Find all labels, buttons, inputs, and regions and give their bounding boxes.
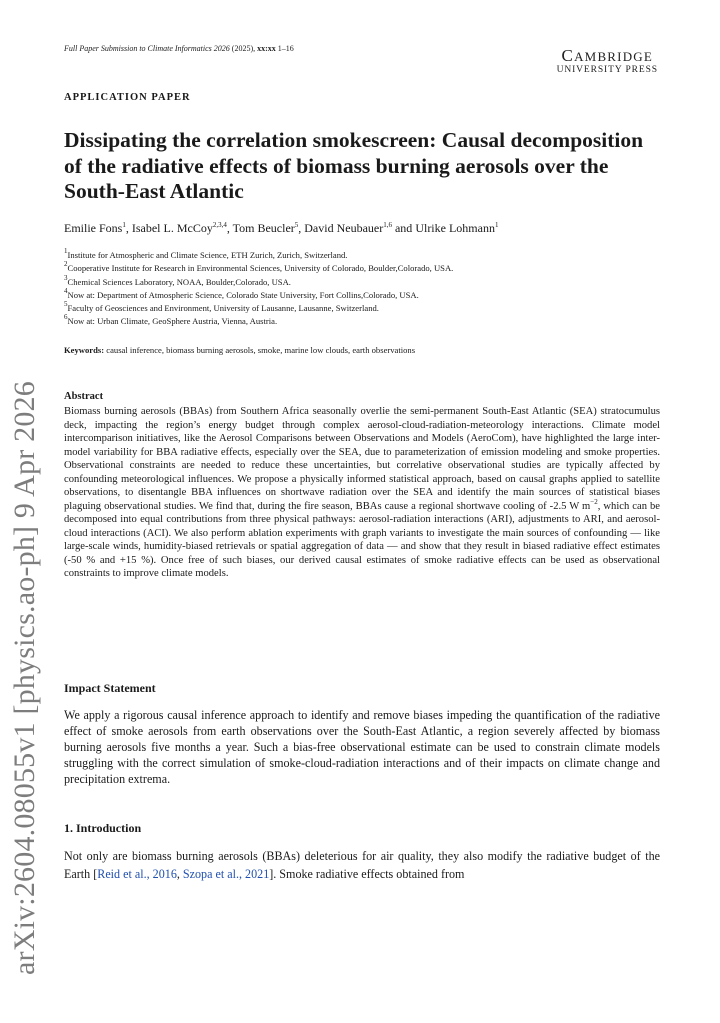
affiliation: $^5$Faculty of Geosciences and Environment, University of Lausanne, Lausanne, Switzerland. — [64, 300, 379, 314]
keywords-text: causal inference, biomass burning aerosols, smoke, marine low clouds, earth observations — [106, 345, 416, 355]
author: Tom Beucler$^5$, — [232, 221, 305, 235]
citation-link[interactable]: Reid et al., 2016 — [97, 867, 177, 881]
abstract-body: Biomass burning aerosols (BBAs) from Southern Africa seasonally overlie the semi-permanent South-East Atlantic (SEA) stratocumulus deck, impacting the region’s energy budget through complex aerosol-cloud-radiation-meteorology interactions. Climate model intercomparison initiatives, like the Aerosol Comparisons between Observations and Models (AeroCom), have highlighted the large inter-model variability for BBA radiative effects, especially over the SEA, due to parameterization of emission modeling and smoke properties. Observational constraints are needed to reduce these uncertainties, but correlative observational studies are typically affected by confounding meteorological influences. We propose a physically informed statistical approach, based on causal graphs applied to satellite observations, to disentangle BBA influences on shortwave radiation over the SEA and identify the main sources of statistical biases plaguing observational studies. We find that, during the fire season, BBAs cause a regional shortwave cooling of -2.5 W $m^{-2}$, which can be decomposed into equal contributions from three physical pathways: aerosol-radiation interactions (ARI), adjustments to ARI, and aerosol-cloud interactions (ACI). We also perform ablation experiments with graph variants to investigate the main sources of confounding — like large-scale winds, humidity-biased retrievals or spatial aggregation of data — and show that they result in biased radiative effect estimates (-50 % and +15 %). Once free of such biases, our derived causal estimates of smoke radiative effects can be used as observational constraints to improve climate models. — [64, 406, 660, 579]
introduction-body: Not only are biomass burning aerosols (BBAs) deleterious for air quality, they also modify the radiative budget of the Earth [Reid et al., 2016, Szopa et al., 2021]. Smoke radiative effects obtained from — [64, 849, 660, 881]
publisher-name: CAMBRIDGE — [561, 46, 654, 65]
affiliation: $^2$Cooperative Institute for Research in Environmental Sciences, University of Colorado, Boulder,Colorado, USA. — [64, 260, 454, 274]
arxiv-identifier: arXiv:2604.08055v1 [physics.ao-ph] 9 Apr 2026 — [8, 381, 41, 975]
journal-header — [64, 44, 294, 53]
page-range: 1–16 — [277, 44, 294, 53]
keywords-label: Keywords: — [64, 345, 105, 355]
journal-name: Full Paper Submission to Climate Informatics 2026 — [64, 44, 230, 53]
unit-exponent: −2 — [590, 497, 598, 506]
impact-body: We apply a rigorous causal inference approach to identify and remove biases impeding the quantification of the radiative effect of smoke aerosols from earth observations over the South-East Atlantic, a region severely affected by biomass burning aerosols five months a year. Such a bias-free observational estimate can be used to constrain climate models struggling with the correct simulation of smoke-cloud-radiation interactions and of their impacts on climate change and precipitation extrema. — [64, 708, 660, 787]
author: David Neubauer$^{1,6}$ and — [304, 221, 416, 235]
author: Isabel L. McCoy$^{2,3,4}$, — [131, 221, 233, 235]
affiliation: $^4$Now at: Department of Atmospheric Science, Colorado State University, Fort Collins,Colorado, USA. — [64, 286, 419, 300]
volume-info: (2025), — [231, 44, 256, 53]
abstract-heading: Abstract — [64, 391, 104, 402]
affiliation: $^1$Institute for Atmospheric and Climate Science, ETH Zurich, Zurich, Switzerland. — [64, 247, 348, 260]
introduction-heading: 1. Introduction — [64, 821, 142, 835]
author: Ulrike Lohmann$^1$ — [415, 221, 499, 235]
affiliation: $^3$Chemical Sciences Laboratory, NOAA, Boulder,Colorado, USA. — [64, 273, 291, 287]
publisher-logo — [557, 47, 658, 76]
keywords — [64, 345, 415, 355]
impact-heading: Impact Statement — [64, 681, 156, 695]
author-list — [64, 221, 498, 236]
citation-link[interactable]: Szopa et al., 2021 — [182, 867, 270, 881]
publisher-subtitle: UNIVERSITY PRESS — [556, 65, 658, 75]
affiliation: $^6$Now at: Urban Climate, GeoSphere Austria, Vienna, Austria. — [64, 313, 278, 327]
affiliation-list — [64, 249, 453, 329]
volume-number: xx:xx — [257, 44, 276, 53]
paper-type: APPLICATION PAPER — [64, 92, 191, 103]
author: Emilie Fons$^1$, — [64, 221, 132, 235]
paper-title: Dissipating the correlation smokescreen: Causal decomposition of the radiative effects of biomass burning aerosols over the South-East Atlantic — [64, 128, 644, 203]
